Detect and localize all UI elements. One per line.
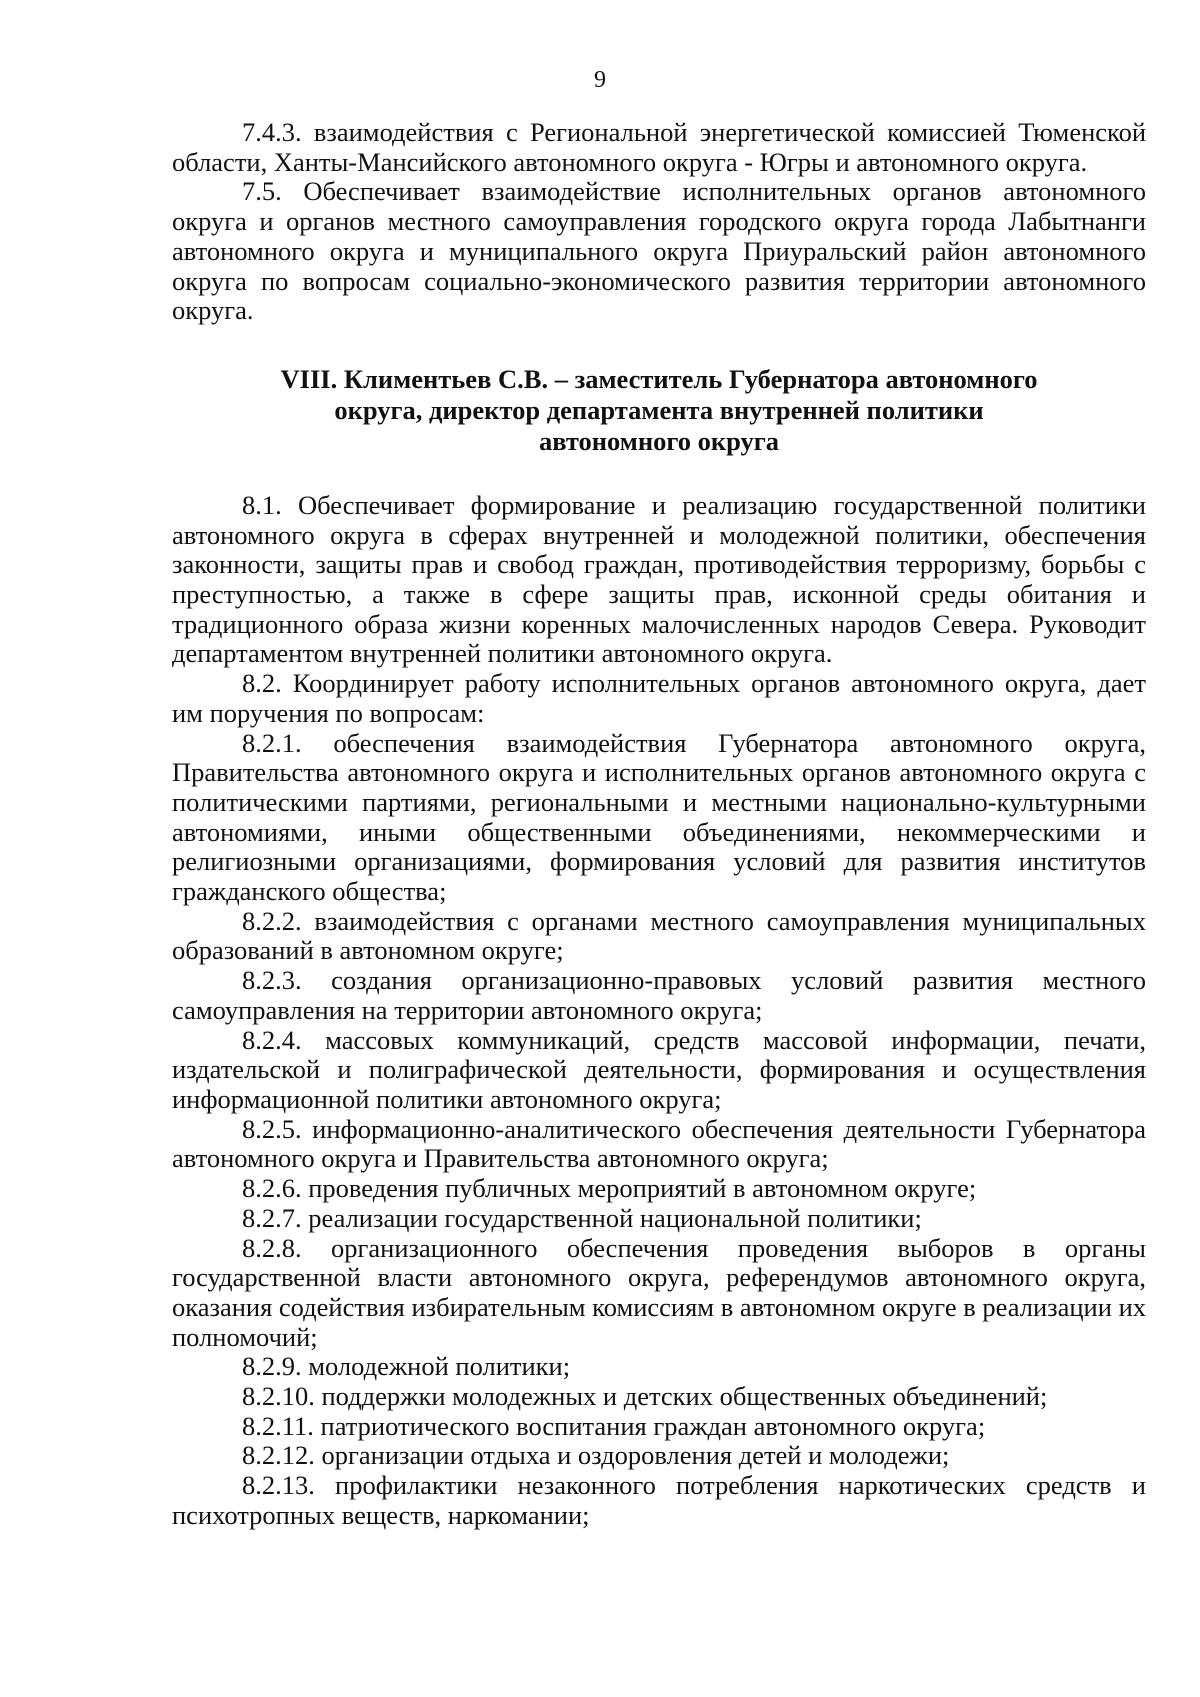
paragraph-8-2-3: 8.2.3. создания организационно-правовых условий развития местного самоуправления на территории автономного округа; bbox=[172, 965, 1146, 1025]
paragraph-8-2-5: 8.2.5. информационно-аналитического обеспечения деятельности Губернатора автономного округа и Правительства автономного округа; bbox=[172, 1113, 1146, 1174]
paragraph-8-2-8: 8.2.8. организационного обеспечения проведения выборов в органы государственной власти автономного округа, референдумов автономного округа, оказания содействия избирательным комиссиям в автономном округе в реализации их полномочий; bbox=[172, 1232, 1146, 1352]
page-number: 9 bbox=[594, 67, 606, 93]
paragraph-8-2-7: 8.2.7. реализации государственной национальной политики; bbox=[242, 1202, 922, 1233]
paragraph-8-2-1: 8.2.1. обеспечения взаимодействия Губернатора автономного округа, Правительства автономного округа и исполнительных органов автономного округа с политическими партиями, региональными и местными национально-культурными автономиями, иными общественными объединениями, некоммерческими и религиозными организациями, формирования условий для развития институтов гражданского общества; bbox=[172, 727, 1146, 907]
section-heading-line-1: VIII. Климентьев С.В. – заместитель Губернатора автономного bbox=[280, 363, 1038, 394]
paragraph-8-2: 8.2. Координирует работу исполнительных органов автономного округа, дает им поручения по вопросам: bbox=[172, 668, 1146, 728]
paragraph-8-2-13: 8.2.13. профилактики незаконного потребления наркотических средств и психотропных веществ, наркомании; bbox=[172, 1470, 1146, 1530]
section-heading-line-2: округа, директор департамента внутренней политики bbox=[334, 394, 984, 425]
paragraph-8-2-11: 8.2.11. патриотического воспитания граждан автономного округа; bbox=[242, 1410, 986, 1441]
document-body bbox=[172, 118, 1146, 1531]
paragraph-8-1: 8.1. Обеспечивает формирование и реализацию государственной политики автономного округа в сферах внутренней и молодежной политики, обеспечения законности, защиты прав и свобод граждан, противодействия терроризму, борьбы с преступностью, а также в сфере защиты прав, исконной среды обитания и традиционного образа жизни коренных малочисленных народов Севера. Руководит департаментом внутренней политики автономного округа. bbox=[172, 489, 1146, 669]
paragraph-8-2-4: 8.2.4. массовых коммуникаций, средств массовой информации, печати, издательской и полиграфической деятельности, формирования и осуществления информационной политики автономного округа; bbox=[172, 1024, 1146, 1114]
section-heading bbox=[172, 364, 1146, 457]
paragraph-7-4-3: 7.4.3. взаимодействия с Региональной энергетической комиссией Тюменской области, Ханты-Мансийского автономного округа - Югры и автономного округа. bbox=[172, 117, 1146, 177]
paragraph-8-2-12: 8.2.12. организации отдыха и оздоровления детей и молодежи; bbox=[242, 1440, 950, 1471]
paragraph-8-2-2: 8.2.2. взаимодействия с органами местного самоуправления муниципальных образований в автономном округе; bbox=[172, 905, 1146, 966]
paragraph-7-5: 7.5. Обеспечивает взаимодействие исполнительных органов автономного округа и органов местного самоуправления городского округа города Лабытнанги автономного округа и муниципального округа Приуральский район автономного округа по вопросам социально-экономического развития территории автономного округа. bbox=[172, 176, 1146, 326]
paragraph-8-2-6: 8.2.6. проведения публичных мероприятий в автономном округе; bbox=[242, 1173, 977, 1204]
paragraph-8-2-9: 8.2.9. молодежной политики; bbox=[242, 1351, 571, 1382]
paragraph-8-2-10: 8.2.10. поддержки молодежных и детских общественных объединений; bbox=[242, 1381, 1048, 1412]
section-heading-line-3: автономного округа bbox=[538, 425, 780, 456]
